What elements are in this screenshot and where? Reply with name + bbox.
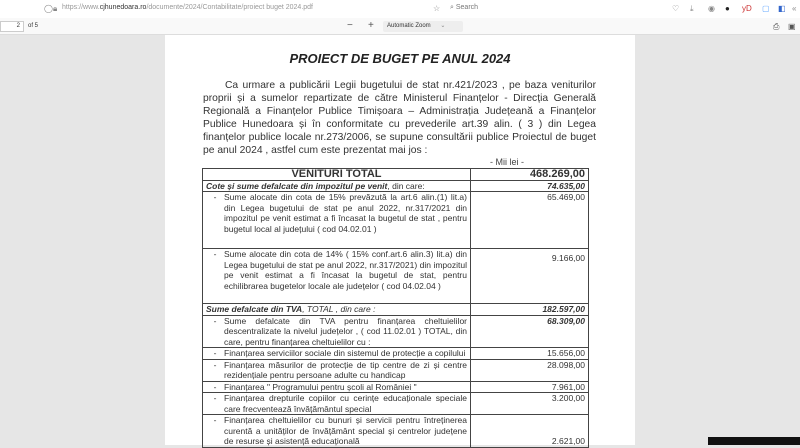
row-text: Sume defalcate din TVA pentru finanțarea cheltuielilor descentralizate la nivelul județelor , ( cod 11.02.01 ) TOTAL, din care, pentru finanțarea cheltuielilor cu :	[224, 315, 467, 347]
row-label-suffix: , TOTAL , din care :	[302, 304, 376, 314]
row-text: Finanțarea drepturile copiilor cu cerințe educaționale speciale care frecventează învățământul special	[224, 393, 467, 414]
row-text: Finanțarea măsurilor de protecție de tip centre de zi și centre rezidențiale pentru persoane adulte cu handicap	[224, 359, 467, 380]
page-count: of 5	[28, 23, 39, 29]
table-row	[203, 180, 589, 192]
row-value: 74.635,00	[471, 180, 589, 192]
row-label	[203, 348, 471, 360]
row-label	[203, 393, 471, 415]
search-field[interactable]: ⌕ Search	[450, 4, 479, 11]
extension-icon-2[interactable]: ▢	[762, 4, 770, 13]
zoom-value: Automatic Zoom	[387, 23, 431, 29]
shield-icon[interactable]: ◯	[44, 4, 53, 13]
extension-icon[interactable]: ●	[725, 4, 730, 13]
row-text: Sume alocate din cota de 14% ( 15% conf.art.6 alin.3) lit.a) din Legea bugetului de stat pe anul 2022, nr.317/2021) din impozitul pe venit estimat a fi încasat la bugetul de stat, pentru echilibrarea bugetelor locale ale județelor ( cod 04.02.04 )	[224, 249, 467, 291]
header-label: VENITURI TOTAL	[203, 169, 471, 181]
dash: -	[213, 381, 217, 392]
overflow-icon[interactable]: «	[792, 4, 797, 13]
taskbar-overlay	[708, 437, 800, 445]
pdf-toolbar	[0, 18, 800, 35]
table-row	[203, 381, 589, 393]
row-label	[203, 359, 471, 381]
row-text: Finanțarea cheltuielilor cu bunuri și servicii pentru întreținerea curentă a unităților de învățământ special și centrelor județene de resurse și asistență educațională	[224, 415, 467, 446]
row-value: 9.166,00	[471, 249, 589, 304]
download-icon[interactable]: ⤓	[690, 4, 694, 13]
account-icon[interactable]: ◉	[708, 4, 715, 13]
row-label	[203, 315, 471, 348]
intro-paragraph: Ca urmare a publicării Legii bugetului de stat nr.421/2023 , pe baza veniturilor proprii și a sumelor repartizate de către Ministerul Finanțelor - Direcția Generală Regională a Finanțelor Publice Timișoara – Administrația Județeană a Finanțelor Publice Hunedoara și în conformitate cu prevederile art.39 alin. ( 3 ) din Legea finanțelor publice locale nr.273/2006, se supune consultării publice Proiectul de buget pe anul 2024 , astfel cum este prezentat mai jos :	[203, 80, 596, 156]
row-label	[203, 192, 471, 249]
header-value: 468.269,00	[471, 169, 589, 181]
row-label	[203, 304, 471, 316]
row-value: 3.200,00	[471, 393, 589, 415]
document-title: PROIECT DE BUGET PE ANUL 2024	[289, 51, 511, 66]
dash: -	[213, 192, 217, 202]
dash: -	[213, 315, 217, 326]
row-label	[203, 381, 471, 393]
dash: -	[213, 249, 217, 259]
table-row	[203, 359, 589, 381]
table-row	[203, 304, 589, 316]
zoom-in-button[interactable]: +	[368, 20, 374, 31]
translate-icon[interactable]: ◧	[778, 4, 786, 13]
dash: -	[213, 393, 217, 403]
search-placeholder: Search	[455, 4, 479, 11]
lock-icon[interactable]: 🔒︎	[53, 4, 58, 13]
table-row	[203, 249, 589, 304]
row-value: 182.597,00	[471, 304, 589, 316]
save-icon[interactable]: ▣	[788, 22, 796, 31]
yd-extension-icon[interactable]: yD	[742, 4, 752, 13]
browser-address-bar	[0, 0, 800, 18]
pocket-icon[interactable]: ♡	[672, 4, 680, 13]
row-label-suffix: , din care:	[387, 180, 425, 191]
row-text: Finanțarea serviciilor sociale din sistemul de protecție a copilului	[224, 348, 466, 358]
url-path: /documente/2024/Contabilitate/proiect buget 2024.pdf	[146, 4, 314, 11]
row-label	[203, 249, 471, 304]
dash: -	[213, 348, 217, 358]
chevron-down-icon: ⌄	[440, 23, 446, 29]
bookmark-star-icon[interactable]: ☆	[433, 4, 441, 13]
table-row	[203, 415, 589, 448]
table-header-row	[203, 169, 589, 181]
row-value: 28.098,00	[471, 359, 589, 381]
revenue-table	[202, 168, 589, 448]
row-label	[203, 415, 471, 448]
row-value: 7.961,00	[471, 381, 589, 393]
table-row	[203, 192, 589, 249]
row-text: Sume alocate din cota de 15% prevăzută la art.6 alin.(1) lit.a) din Legea bugetului de stat pe anul 2022, nr.317/2021 din impozitul pe venit estimat a fi încasat la bugetul de stat , pentru bugetul local al județului ( cod 04.02.01 )	[224, 192, 467, 234]
page-number-input[interactable]: 2	[0, 21, 24, 32]
row-label-bold: Sume defalcate din TVA	[206, 304, 303, 314]
print-icon[interactable]: ⎙	[773, 22, 780, 31]
row-label	[203, 180, 471, 192]
row-value: 2.621,00	[471, 415, 589, 448]
zoom-select[interactable]	[383, 21, 463, 32]
row-text: Finanțarea " Programului pentru școli al României "	[224, 381, 417, 392]
url-prefix: https://www.	[62, 4, 100, 11]
dash: -	[213, 415, 217, 425]
table-row	[203, 393, 589, 415]
table-row	[203, 315, 589, 348]
zoom-out-button[interactable]: −	[347, 20, 353, 31]
row-value: 68.309,00	[471, 315, 589, 348]
row-value: 15.656,00	[471, 348, 589, 360]
row-label-bold: Cote și sume defalcate din impozitul pe venit	[206, 180, 388, 191]
unit-label: - Mii lei -	[490, 157, 524, 167]
url-domain: cjhunedoara.ro	[99, 4, 147, 11]
row-value: 65.469,00	[471, 192, 589, 249]
pdf-page	[165, 35, 635, 445]
table-row	[203, 348, 589, 360]
dash: -	[213, 359, 217, 370]
url-field[interactable]	[62, 4, 313, 11]
